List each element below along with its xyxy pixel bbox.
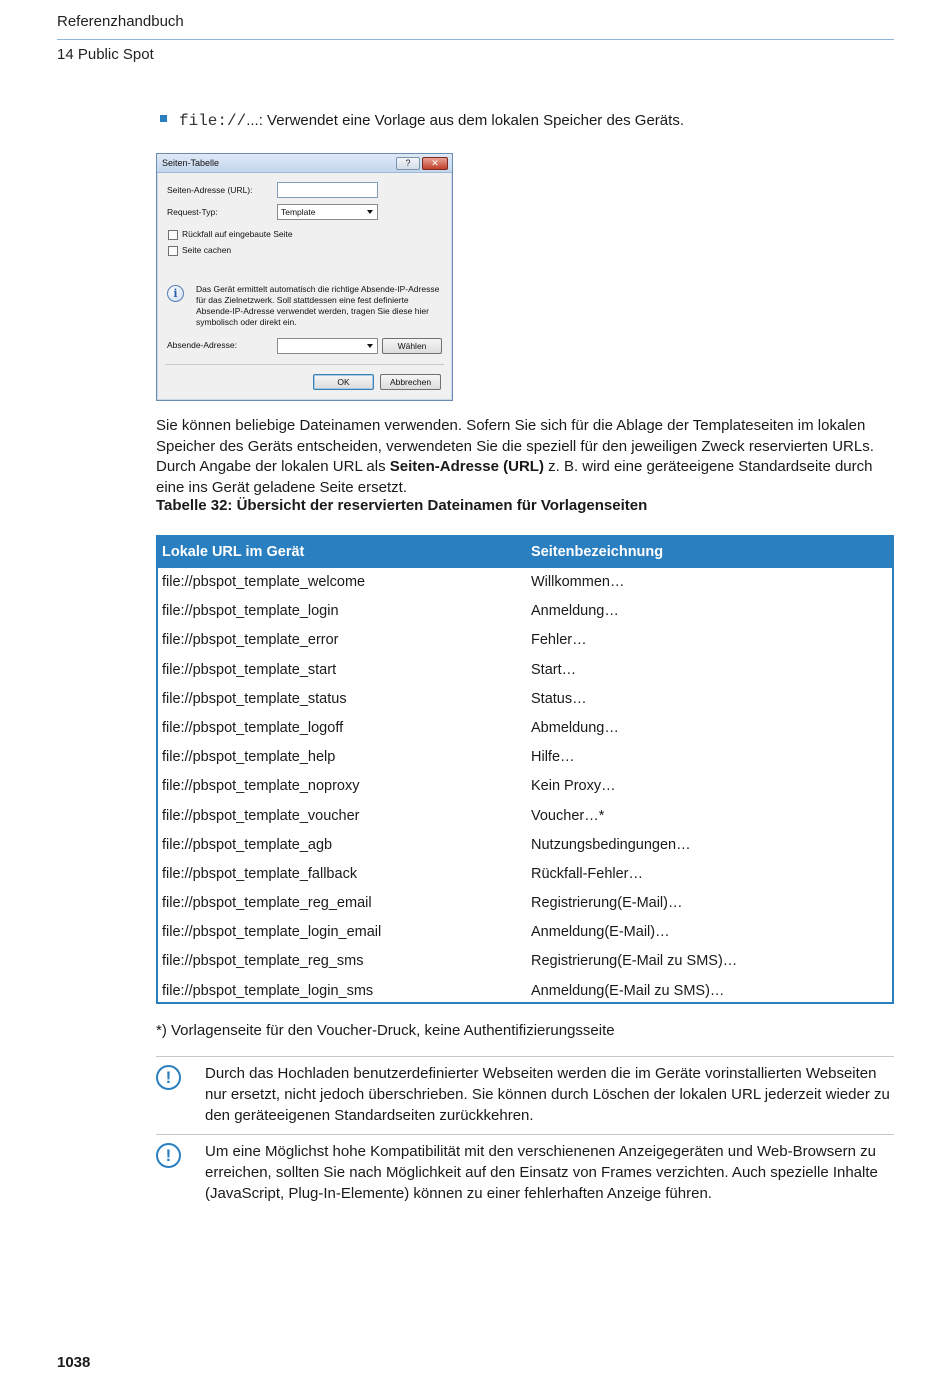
note-box — [156, 1056, 894, 1132]
paragraph-bold: Seiten-Adresse (URL) — [389, 458, 544, 475]
cell-page-name: Willkommen… — [531, 574, 625, 590]
note-text: Um eine Möglichst hohe Kompatibilität mit den verschienenen Anzeigegeräten und Web-Browsern zu erreichen, sollten Sie nach Möglichkeit auf den Einsatz von Frames verzichten. Auch spezielle Inhalte (JavaScript, Plug-In-Elemente) können zu einer fehlerhaften Anzeige führen. — [205, 1143, 878, 1202]
header-page-name: Seitenbezeichnung — [531, 544, 664, 560]
sender-label: Absende-Adresse: — [167, 340, 237, 350]
cell-page-name: Start… — [531, 661, 577, 678]
table-row — [158, 743, 892, 772]
help-button[interactable]: ? — [396, 157, 420, 170]
info-text: Das Gerät ermittelt automatisch die richtige Absende-IP-Adresse für das Zielnetzwerk. Soll stattdessen eine fest definierte Absende-IP-Adresse verwendet werden, tragen Sie diese hier symbolisch oder direkt ein. — [196, 284, 440, 327]
cell-local-url: file://pbspot_template_error — [162, 632, 339, 649]
table-row — [158, 860, 892, 889]
cell-local-url: file://pbspot_template_reg_email — [162, 895, 372, 912]
url-label: Seiten-Adresse (URL): — [167, 185, 253, 195]
table-footnote: *) Vorlagenseite für den Voucher-Druck, keine Authentifizierungsseite — [156, 1022, 615, 1039]
cell-local-url: file://pbspot_template_voucher — [162, 807, 360, 824]
cell-local-url: file://pbspot_template_agb — [162, 836, 333, 853]
table-caption: Tabelle 32: Übersicht der reservierten Dateinamen für Vorlagenseiten — [156, 497, 648, 514]
cell-local-url: file://pbspot_template_status — [162, 690, 347, 707]
cell-page-name: Anmeldung(E-Mail)… — [531, 924, 670, 941]
cell-page-name: Status… — [531, 690, 587, 707]
cell-page-name: Abmeldung… — [531, 719, 619, 736]
warning-icon: ! — [156, 1143, 181, 1168]
table-row — [158, 947, 892, 976]
book-title: Referenzhandbuch — [57, 13, 184, 30]
bullet-item — [160, 110, 684, 132]
note-box — [156, 1134, 894, 1210]
table-row — [158, 977, 892, 1006]
cell-page-name: Fehler… — [531, 632, 587, 649]
chapter-title: 14 Public Spot — [57, 46, 154, 63]
page-number: 1038 — [57, 1354, 91, 1371]
cell-local-url: file://pbspot_template_login_sms — [162, 982, 374, 999]
dialog-titlebar — [157, 154, 452, 173]
table-row — [158, 714, 892, 743]
table-row — [158, 568, 892, 597]
bullet-text: ...: Verwendet eine Vorlage aus dem lokalen Speicher des Geräts. — [246, 112, 684, 129]
running-head — [57, 12, 894, 65]
info-icon: i — [167, 285, 184, 302]
cell-local-url: file://pbspot_template_noproxy — [162, 778, 360, 795]
paragraph-part2: z. B. wird eine geräteeigene Standardseite durch eine ins Gerät geladene Seite ersetzt. — [156, 458, 873, 496]
table-row — [158, 889, 892, 918]
reserved-filenames-table — [156, 535, 894, 1004]
table-row — [158, 626, 892, 655]
cache-checkbox[interactable] — [168, 246, 178, 256]
chevron-down-icon — [367, 210, 373, 214]
cell-page-name: Nutzungsbedingungen… — [531, 836, 691, 853]
table-row — [158, 597, 892, 626]
seiten-tabelle-dialog — [156, 153, 453, 401]
cell-page-name: Kein Proxy… — [531, 778, 616, 795]
note-text: Durch das Hochladen benutzerdefinierter Webseiten werden die im Geräte vorinstallierten Webseiten nur ersetzt, nicht jedoch überschrieben. Sie können durch Löschen der lokalen URL jederzeit wieder zu den geräteeigenen Standardseiten zurückkehren. — [205, 1065, 890, 1124]
table-body — [158, 568, 892, 1006]
request-type-value: Template — [281, 207, 316, 217]
paragraph-part1: Sie können beliebige Dateinamen verwenden. Sofern Sie sich für die Ablage der Templateseiten im lokalen Speicher des Geräts entscheiden, verwendeten Sie die speziell für den jeweiligen Zweck reservierten URLs. Durch Angabe der lokalen URL als — [156, 417, 874, 475]
sender-select[interactable] — [277, 338, 378, 354]
ok-button[interactable]: OK — [313, 374, 374, 390]
cache-label: Seite cachen — [182, 245, 232, 255]
url-input[interactable] — [277, 182, 378, 198]
cell-page-name: Voucher…* — [531, 807, 605, 824]
cell-local-url: file://pbspot_template_fallback — [162, 865, 358, 882]
bullet-code: file:// — [179, 112, 247, 130]
dialog-separator — [165, 364, 444, 365]
bullet-square-icon — [160, 115, 167, 122]
cell-local-url: file://pbspot_template_logoff — [162, 719, 344, 736]
cell-local-url: file://pbspot_template_start — [162, 661, 337, 678]
cell-page-name: Anmeldung… — [531, 603, 619, 620]
fallback-label: Rückfall auf eingebaute Seite — [182, 229, 293, 239]
table-header — [158, 537, 892, 568]
cell-local-url: file://pbspot_template_welcome — [162, 574, 366, 590]
cell-local-url: file://pbspot_template_login — [162, 603, 339, 620]
cell-page-name: Registrierung(E-Mail zu SMS)… — [531, 953, 738, 970]
table-row — [158, 685, 892, 714]
cell-page-name: Rückfall-Fehler… — [531, 865, 643, 882]
request-type-label: Request-Typ: — [167, 207, 218, 217]
request-type-select[interactable] — [277, 204, 378, 220]
cell-local-url: file://pbspot_template_login_email — [162, 924, 382, 941]
cancel-button[interactable]: Abbrechen — [380, 374, 441, 390]
table-row — [158, 772, 892, 801]
cell-page-name: Anmeldung(E-Mail zu SMS)… — [531, 982, 725, 999]
cell-local-url: file://pbspot_template_reg_sms — [162, 953, 364, 970]
table-row — [158, 802, 892, 831]
choose-button[interactable]: Wählen — [382, 338, 442, 354]
table-row — [158, 831, 892, 860]
warning-icon: ! — [156, 1065, 181, 1090]
table-row — [158, 918, 892, 947]
dialog-title: Seiten-Tabelle — [162, 158, 220, 168]
cell-page-name: Registrierung(E-Mail)… — [531, 895, 683, 912]
fallback-checkbox[interactable] — [168, 230, 178, 240]
chevron-down-icon — [367, 344, 373, 348]
close-button[interactable]: ✕ — [422, 157, 448, 170]
cell-local-url: file://pbspot_template_help — [162, 749, 336, 766]
header-rule — [57, 39, 894, 40]
header-local-url: Lokale URL im Gerät — [162, 544, 305, 560]
body-paragraph — [156, 416, 896, 498]
cell-page-name: Hilfe… — [531, 749, 575, 766]
table-row — [158, 656, 892, 685]
